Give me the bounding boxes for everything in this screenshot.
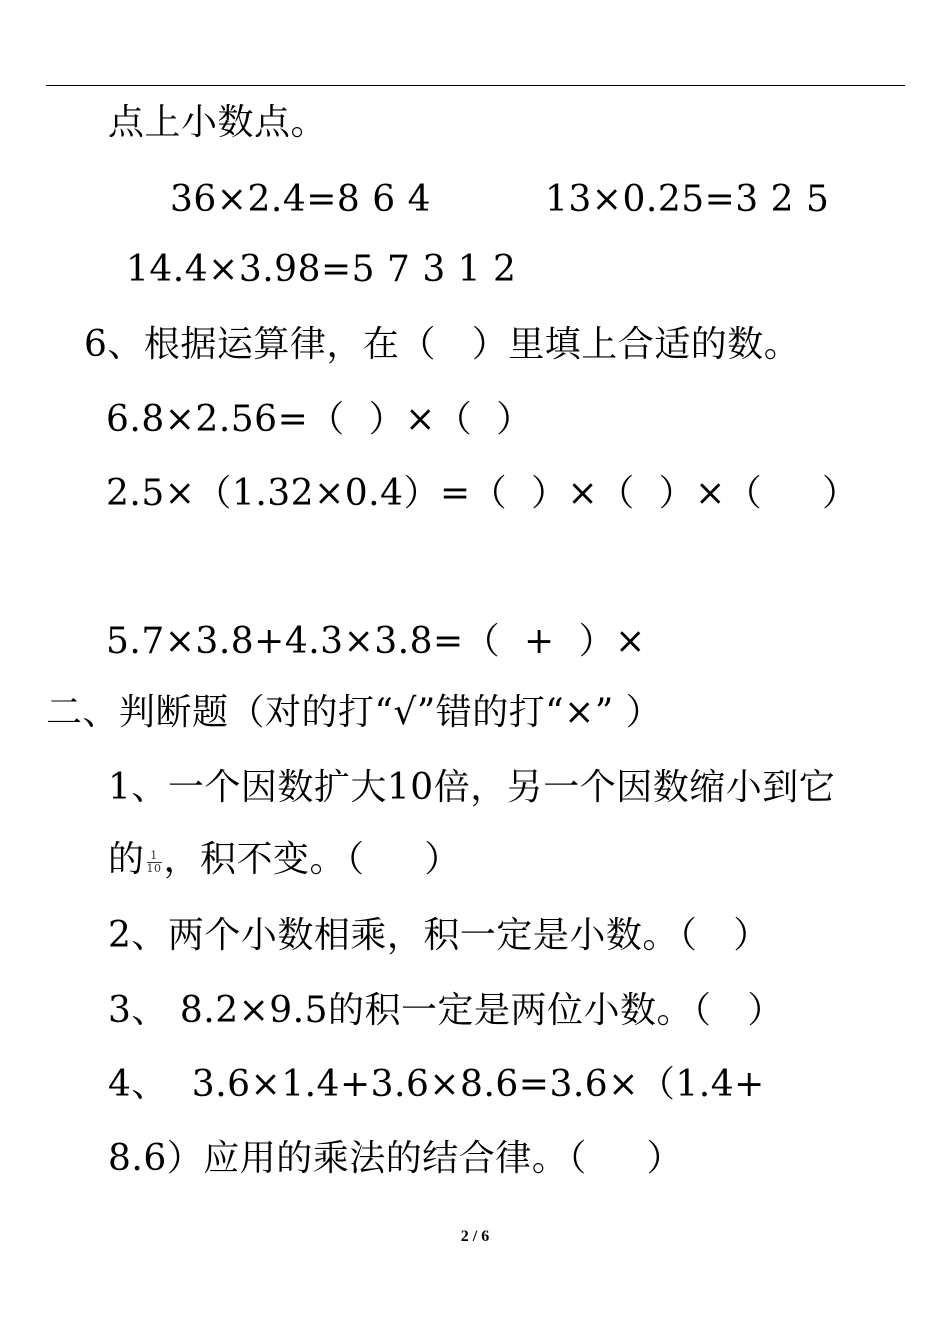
equation-14.4x3.98: 14.4×3.98=5 7 3 1 2	[126, 249, 517, 290]
page-number: 2 / 6	[460, 1228, 490, 1245]
fraction-one-tenth	[147, 850, 162, 875]
judge-item-3: 3、 8.2×9.5的积一定是两位小数。（ ）	[108, 990, 784, 1031]
header-rule	[46, 85, 905, 86]
fraction-numerator: 1	[147, 850, 162, 863]
question-6-heading: 6、根据运算律，在（ ）里填上合适的数。	[84, 324, 801, 365]
judge-item-2: 2、两个小数相乘，积一定是小数。（ ）	[108, 915, 770, 956]
judge-item-1-line-1: 1、一个因数扩大10倍，另一个因数缩小到它	[108, 767, 836, 808]
question-6-item-2: 2.5×（1.32×0.4）=（ ）×（ ）×（ ）	[106, 473, 859, 514]
judge-item-1-suffix: ，积不变。（ ）	[163, 839, 461, 880]
judge-item-1-line-2	[108, 840, 461, 880]
question-6-item-1: 6.8×2.56=（ ）×（ ）	[106, 399, 533, 440]
text-line-1: 点上小数点。	[108, 102, 328, 143]
equation-13x0.25: 13×0.25=3 2 5	[545, 179, 830, 220]
fraction-denominator: 10	[146, 861, 162, 875]
judge-item-4-line-1: 4、 3.6×1.4+3.6×8.6=3.6×（1.4+	[108, 1064, 765, 1105]
judge-item-1-prefix: 的	[108, 839, 145, 880]
judge-item-4-line-2: 8.6）应用的乘法的结合律。（ ）	[108, 1138, 683, 1179]
equation-36x2.4: 36×2.4=8 6 4	[170, 179, 431, 220]
section-2-heading: 二、判断题（对的打“√”错的打“×” ）	[46, 692, 663, 733]
question-6-item-3: 5.7×3.8+4.3×3.8=（ + ）×	[106, 621, 646, 662]
